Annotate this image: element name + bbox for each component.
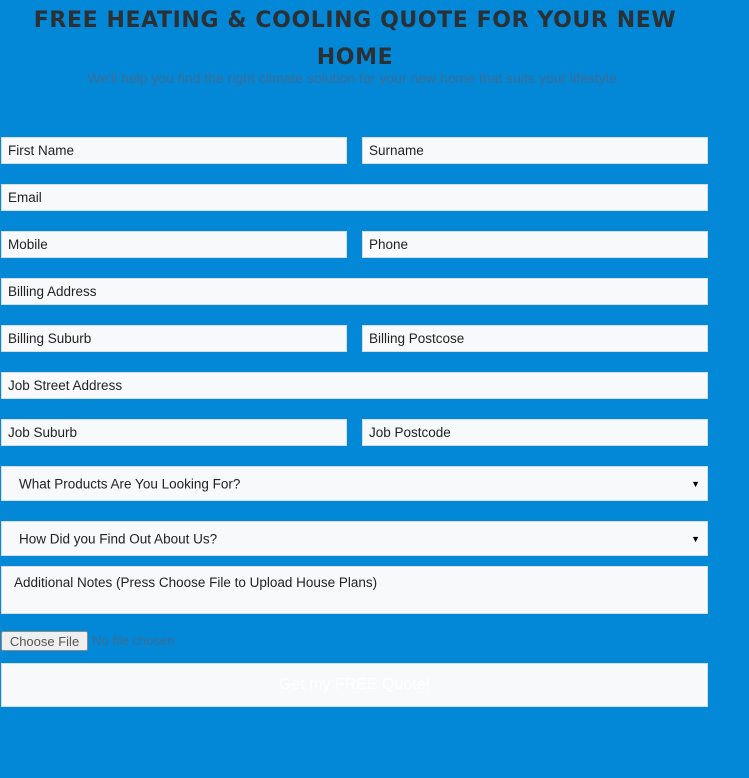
referral-source-select[interactable]: [1, 521, 708, 556]
surname-input[interactable]: [362, 137, 708, 164]
phone-input[interactable]: [362, 231, 708, 258]
billing-postcode-input[interactable]: [362, 325, 708, 352]
billing-address-input[interactable]: [1, 278, 708, 305]
choose-file-button[interactable]: Choose File: [1, 631, 88, 651]
page-subtitle: We'll help you find the right climate solution for your new home that suits your lifestyle.: [87, 70, 621, 86]
mobile-input[interactable]: [1, 231, 347, 258]
page-title: FREE HEATING & COOLING QUOTE FOR YOUR NEW HOME: [33, 8, 677, 70]
caret-down-icon: ▼: [691, 533, 700, 544]
billing-suburb-input[interactable]: [1, 325, 347, 352]
products-select-label: What Products Are You Looking For?: [19, 476, 241, 491]
email-input[interactable]: [1, 184, 708, 211]
job-suburb-input[interactable]: [1, 419, 347, 446]
first-name-input[interactable]: [1, 137, 347, 164]
referral-source-select-label: How Did you Find Out About Us?: [19, 531, 218, 546]
job-postcode-input[interactable]: [362, 419, 708, 446]
additional-notes-textarea[interactable]: [1, 566, 708, 614]
submit-quote-button[interactable]: Get my FREE Quote!: [1, 663, 708, 707]
job-street-address-input[interactable]: [1, 372, 708, 399]
caret-down-icon: ▼: [691, 478, 700, 489]
products-select[interactable]: [1, 466, 708, 501]
file-status-text: No file chosen: [92, 633, 175, 648]
